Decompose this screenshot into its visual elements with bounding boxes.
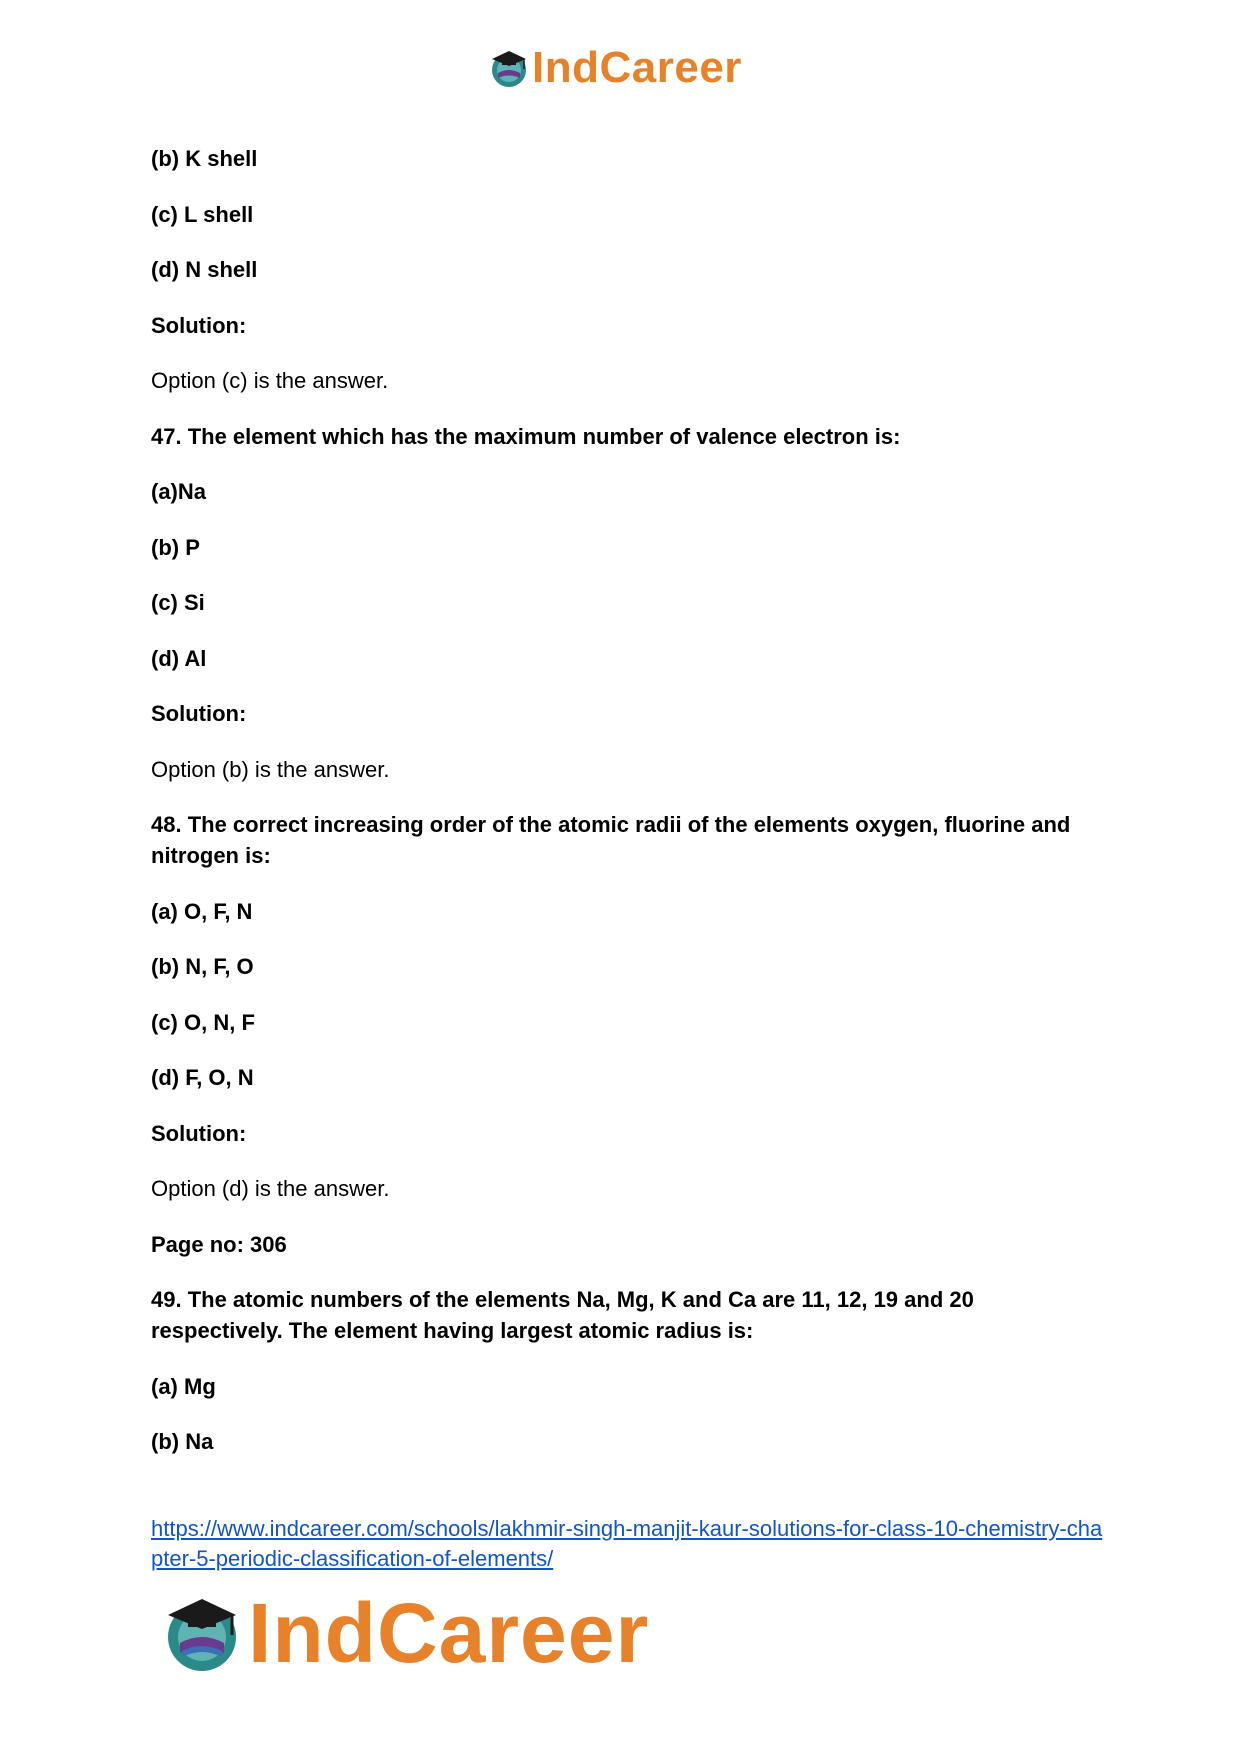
question-line: Solution:	[151, 701, 247, 726]
question-line: (b) N, F, O	[151, 954, 254, 979]
question-line: (b) K shell	[151, 146, 258, 171]
question-line: 49. The atomic numbers of the elements Na, Mg, K and Ca are 11, 12, 19 and 20 respectively. The element having largest atomic radius is:	[151, 1287, 974, 1343]
logo-text: IndCareer	[532, 43, 742, 92]
header-logo	[488, 40, 742, 96]
source-link[interactable]: https://www.indcareer.com/schools/lakhmir-singh-manjit-kaur-solutions-for-class-10-chemistry-chapter-5-periodic-classification-of-elements/	[151, 1516, 1103, 1571]
document-body	[151, 143, 1101, 1482]
question-line: (a) O, F, N	[151, 898, 253, 924]
question-line: 47. The element which has the maximum number of valence electron is:	[151, 423, 901, 449]
footer-logo	[160, 1588, 649, 1678]
question-line: (a)Na	[151, 479, 207, 504]
question-line: (c) O, N, F	[151, 1009, 255, 1035]
question-line: 48. The correct increasing order of the atomic radii of the elements oxygen, fluorine and nitrogen is:	[151, 812, 1071, 868]
logo-text: IndCareer	[248, 1586, 650, 1680]
question-line: (b) P	[151, 534, 200, 560]
question-line: Page no: 306	[151, 1231, 287, 1257]
question-line: (d) Al	[151, 645, 207, 671]
question-line: (b) Na	[151, 1429, 214, 1454]
answer-line: Option (b) is the answer.	[151, 756, 390, 782]
answer-line: Option (c) is the answer.	[151, 368, 389, 393]
question-line: Solution:	[151, 312, 247, 338]
question-line: (d) F, O, N	[151, 1065, 254, 1090]
question-line: Solution:	[151, 1120, 247, 1146]
question-line: (a) Mg	[151, 1373, 216, 1399]
question-line: (c) Si	[151, 590, 205, 615]
question-line: (d) N shell	[151, 257, 258, 282]
graduation-globe-icon	[488, 47, 530, 89]
answer-line: Option (d) is the answer.	[151, 1176, 390, 1201]
graduation-globe-icon	[160, 1591, 244, 1675]
question-line: (c) L shell	[151, 201, 254, 227]
